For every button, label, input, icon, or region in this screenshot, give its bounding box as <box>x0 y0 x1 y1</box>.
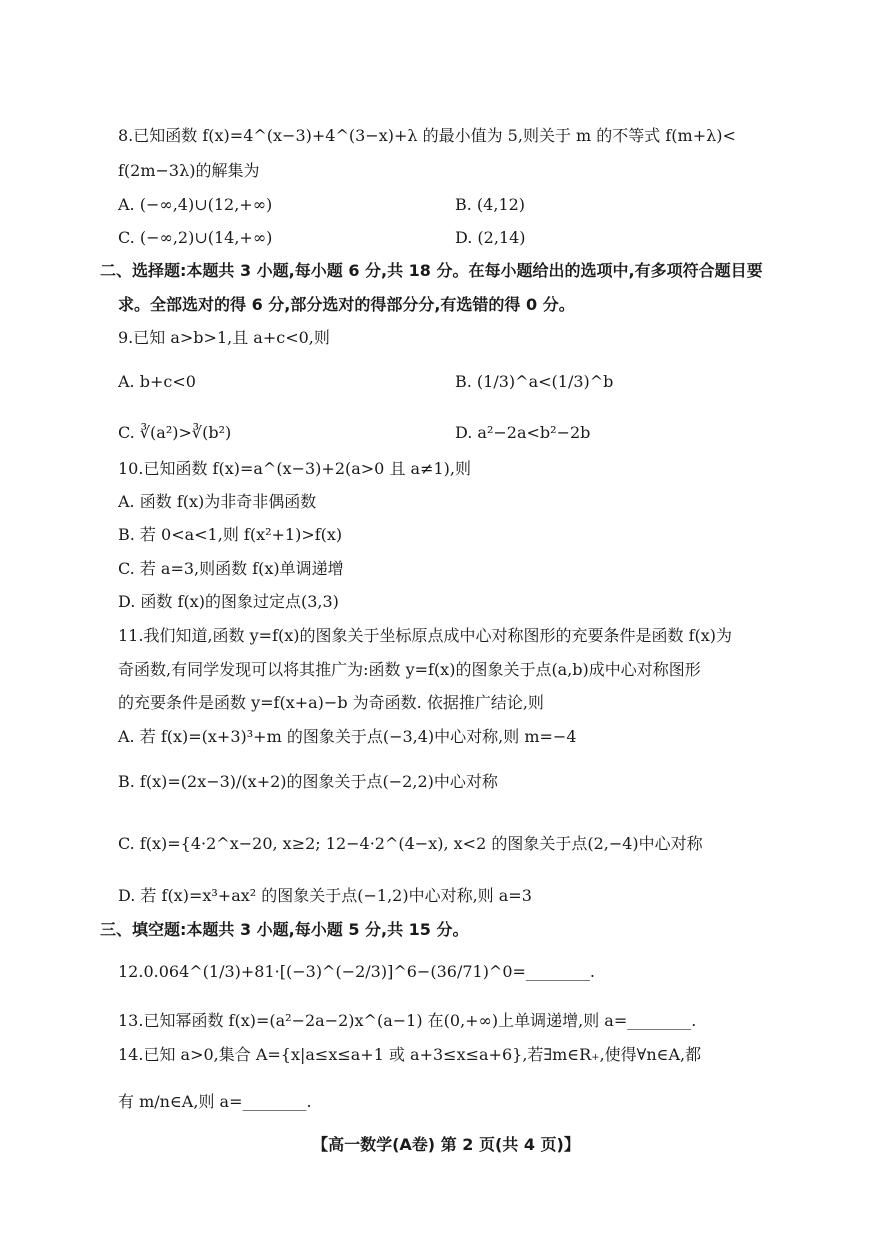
q11-stem-line3: 的充要条件是函数 y=f(x+a)−b 为奇函数. 依据推广结论,则 <box>118 693 544 712</box>
q14-stem-line1: 14.已知 a>0,集合 A={x|a≤x≤a+1 或 a+3≤x≤a+6},若∃m∈R₊,使得∀n∈A,都 <box>118 1045 702 1064</box>
q11-option-b: B. f(x)=(2x−3)/(x+2)的图象关于点(−2,2)中心对称 <box>118 772 498 791</box>
q11-option-a: A. 若 f(x)=(x+3)³+m 的图象关于点(−3,4)中心对称,则 m=−4 <box>118 727 577 746</box>
q12-stem: 12.0.064^(1/3)+81·[(−3)^(−2/3)]^6−(36/71)^0=________. <box>118 962 596 981</box>
q10-option-c: C. 若 a=3,则函数 f(x)单调递增 <box>118 559 344 578</box>
section3-heading: 三、填空题:本题共 3 小题,每小题 5 分,共 15 分。 <box>100 920 469 939</box>
q11-stem-line2: 奇函数,有同学发现可以将其推广为:函数 y=f(x)的图象关于点(a,b)成中心对称图形 <box>118 660 701 679</box>
q11-option-c: C. f(x)={4·2^x−20, x≥2; 12−4·2^(4−x), x<2 的图象关于点(2,−4)中心对称 <box>118 834 703 853</box>
q11-option-d: D. 若 f(x)=x³+ax² 的图象关于点(−1,2)中心对称,则 a=3 <box>118 886 532 905</box>
q8-option-c: C. (−∞,2)∪(14,+∞) <box>118 228 273 247</box>
q9-option-b: B. (1/3)^a<(1/3)^b <box>455 372 614 391</box>
page-footer: 【高一数学(A卷) 第 2 页(共 4 页)】 <box>312 1135 580 1154</box>
q10-option-a: A. 函数 f(x)为非奇非偶函数 <box>118 492 317 511</box>
q9-option-c: C. ∛(a²)>∛(b²) <box>118 423 232 442</box>
section2-heading-line1: 二、选择题:本题共 3 小题,每小题 6 分,共 18 分。在每小题给出的选项中,有多项符合题目要 <box>100 261 763 280</box>
q8-option-a: A. (−∞,4)∪(12,+∞) <box>118 195 273 214</box>
q8-stem-line1: 8.已知函数 f(x)=4^(x−3)+4^(3−x)+λ 的最小值为 5,则关于 m 的不等式 f(m+λ)< <box>118 126 736 145</box>
q9-option-a: A. b+c<0 <box>118 372 196 391</box>
q8-stem-line2: f(2m−3λ)的解集为 <box>118 161 260 180</box>
q9-stem: 9.已知 a>b>1,且 a+c<0,则 <box>118 328 330 347</box>
q8-option-d: D. (2,14) <box>455 228 526 247</box>
q10-option-b: B. 若 0<a<1,则 f(x²+1)>f(x) <box>118 525 343 544</box>
q10-option-d: D. 函数 f(x)的图象过定点(3,3) <box>118 592 339 611</box>
q8-option-b: B. (4,12) <box>455 195 526 214</box>
q10-stem: 10.已知函数 f(x)=a^(x−3)+2(a>0 且 a≠1),则 <box>118 459 471 478</box>
q11-stem-line1: 11.我们知道,函数 y=f(x)的图象关于坐标原点成中心对称图形的充要条件是函数 f(x)为 <box>118 626 733 645</box>
q9-option-d: D. a²−2a<b²−2b <box>455 423 591 442</box>
q14-stem-line2: 有 m/n∈A,则 a=________. <box>118 1092 312 1111</box>
q13-stem: 13.已知幂函数 f(x)=(a²−2a−2)x^(a−1) 在(0,+∞)上单调递增,则 a=________. <box>118 1011 697 1030</box>
section2-heading-line2: 求。全部选对的得 6 分,部分选对的得部分分,有选错的得 0 分。 <box>118 295 575 314</box>
